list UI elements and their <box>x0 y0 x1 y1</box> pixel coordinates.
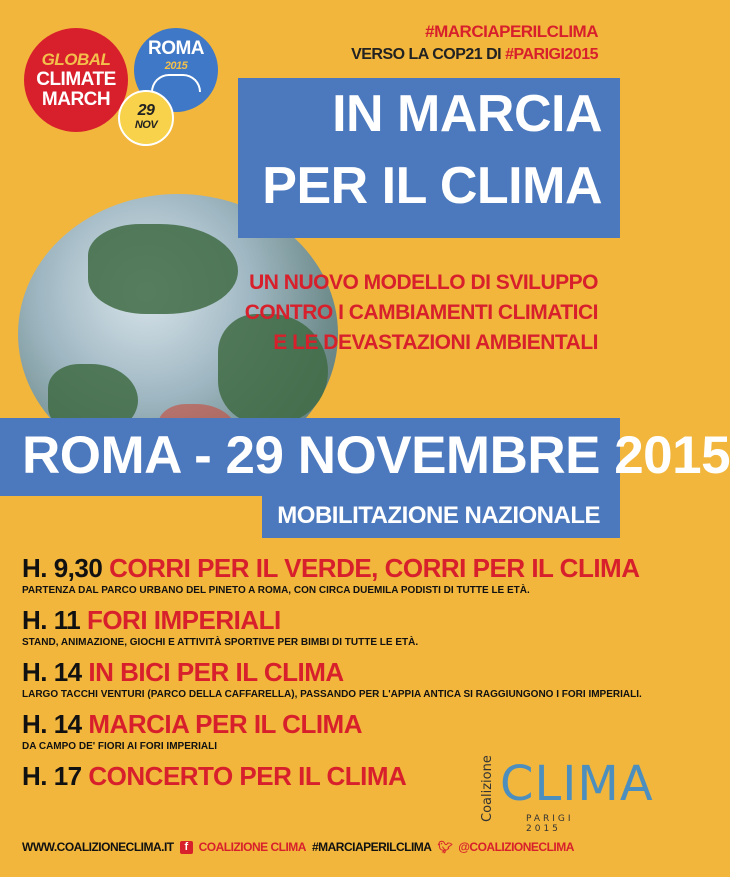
colosseum-icon <box>151 74 201 92</box>
event-desc: PARTENZA DAL PARCO URBANO DEL PINETO A ROMA, CON CIRCA DUEMILA PODISTI DI TUTTE LE ETÀ. <box>22 585 530 596</box>
twitter-icon: 🐦︎ <box>437 840 453 854</box>
global-climate-march-badge <box>24 28 128 132</box>
subtitle-line: UN NUOVO MODELLO DI SVILUPPO <box>249 271 598 294</box>
badge-roma-text: ROMA <box>147 38 205 59</box>
badge-year-text: 2015 <box>164 60 188 72</box>
logo-coalizione-text: Coalizione <box>480 755 495 822</box>
footer <box>22 840 574 854</box>
badge-month-text: NOV <box>134 119 158 131</box>
subtitle-line: CONTRO I CAMBIAMENTI CLIMATICI <box>244 301 598 324</box>
footer-hashtag: #MARCIAPERILCLIMA <box>311 840 432 854</box>
event-desc: STAND, ANIMAZIONE, GIOCHI E ATTIVITÀ SPORTIVE PER BIMBI DI TUTTE LE ETÀ. <box>22 637 419 648</box>
event-time: H. 14 <box>22 657 82 687</box>
event-name: MARCIA PER IL CLIMA <box>88 709 362 739</box>
footer-twitter-link[interactable]: @COALIZIONECLIMA <box>458 840 574 854</box>
date-banner <box>0 418 730 496</box>
badge-climate-text: CLIMATE <box>36 69 116 90</box>
title-line-2: PER IL CLIMA <box>262 157 602 215</box>
event-time: H. 11 <box>22 605 81 635</box>
date-badge <box>118 90 174 146</box>
event-desc: DA CAMPO DE' FIORI AI FORI IMPERIALI <box>22 741 217 752</box>
event-time: H. 17 <box>22 761 82 791</box>
subtitle-line: E LE DEVASTAZIONI AMBIENTALI <box>273 331 598 354</box>
badge-global-text: GLOBAL <box>41 50 111 69</box>
title-line-1: IN MARCIA <box>332 85 602 143</box>
badge-march-text: MARCH <box>41 89 111 110</box>
event-item <box>22 604 612 650</box>
event-item <box>22 552 640 598</box>
footer-website-link[interactable]: WWW.COALIZIONECLIMA.IT <box>22 840 174 854</box>
title-banner <box>238 78 620 238</box>
mobilization-text: MOBILITAZIONE NAZIONALE <box>277 502 600 529</box>
cop-text: VERSO LA COP21 DI <box>351 46 502 63</box>
event-item <box>22 708 612 754</box>
event-time: H. 14 <box>22 709 82 739</box>
cop-line <box>351 46 598 64</box>
logo-parigi-text: PARIGI 2015 <box>526 814 574 834</box>
event-item <box>22 656 642 702</box>
badge-day-text: 29 <box>137 102 155 119</box>
event-desc: LARGO TACCHI VENTURI (PARCO DELLA CAFFARELLA), PASSANDO PER L'APPIA ANTICA SI RAGGIUNGONO I FORI IMPERIALI. <box>22 689 642 700</box>
event-time: H. 9,30 <box>22 553 103 583</box>
cop-hashtag: #PARIGI2015 <box>505 46 598 63</box>
event-name: CORRI PER IL VERDE, CORRI PER IL CLIMA <box>109 553 640 583</box>
header-hashtag: #MARCIAPERILCLIMA <box>425 22 598 41</box>
logo-clima-text: CLIMA <box>500 756 654 812</box>
event-name: FORI IMPERIALI <box>86 605 281 635</box>
facebook-icon: f <box>180 841 193 854</box>
mobilization-banner <box>262 496 620 538</box>
event-name: CONCERTO PER IL CLIMA <box>88 761 407 791</box>
date-banner-text: ROMA - 29 NOVEMBRE 2015 <box>22 426 730 485</box>
event-name: IN BICI PER IL CLIMA <box>88 657 344 687</box>
subtitle <box>245 268 598 358</box>
footer-facebook-link[interactable]: COALIZIONE CLIMA <box>198 840 306 854</box>
coalizione-clima-logo <box>478 752 654 834</box>
